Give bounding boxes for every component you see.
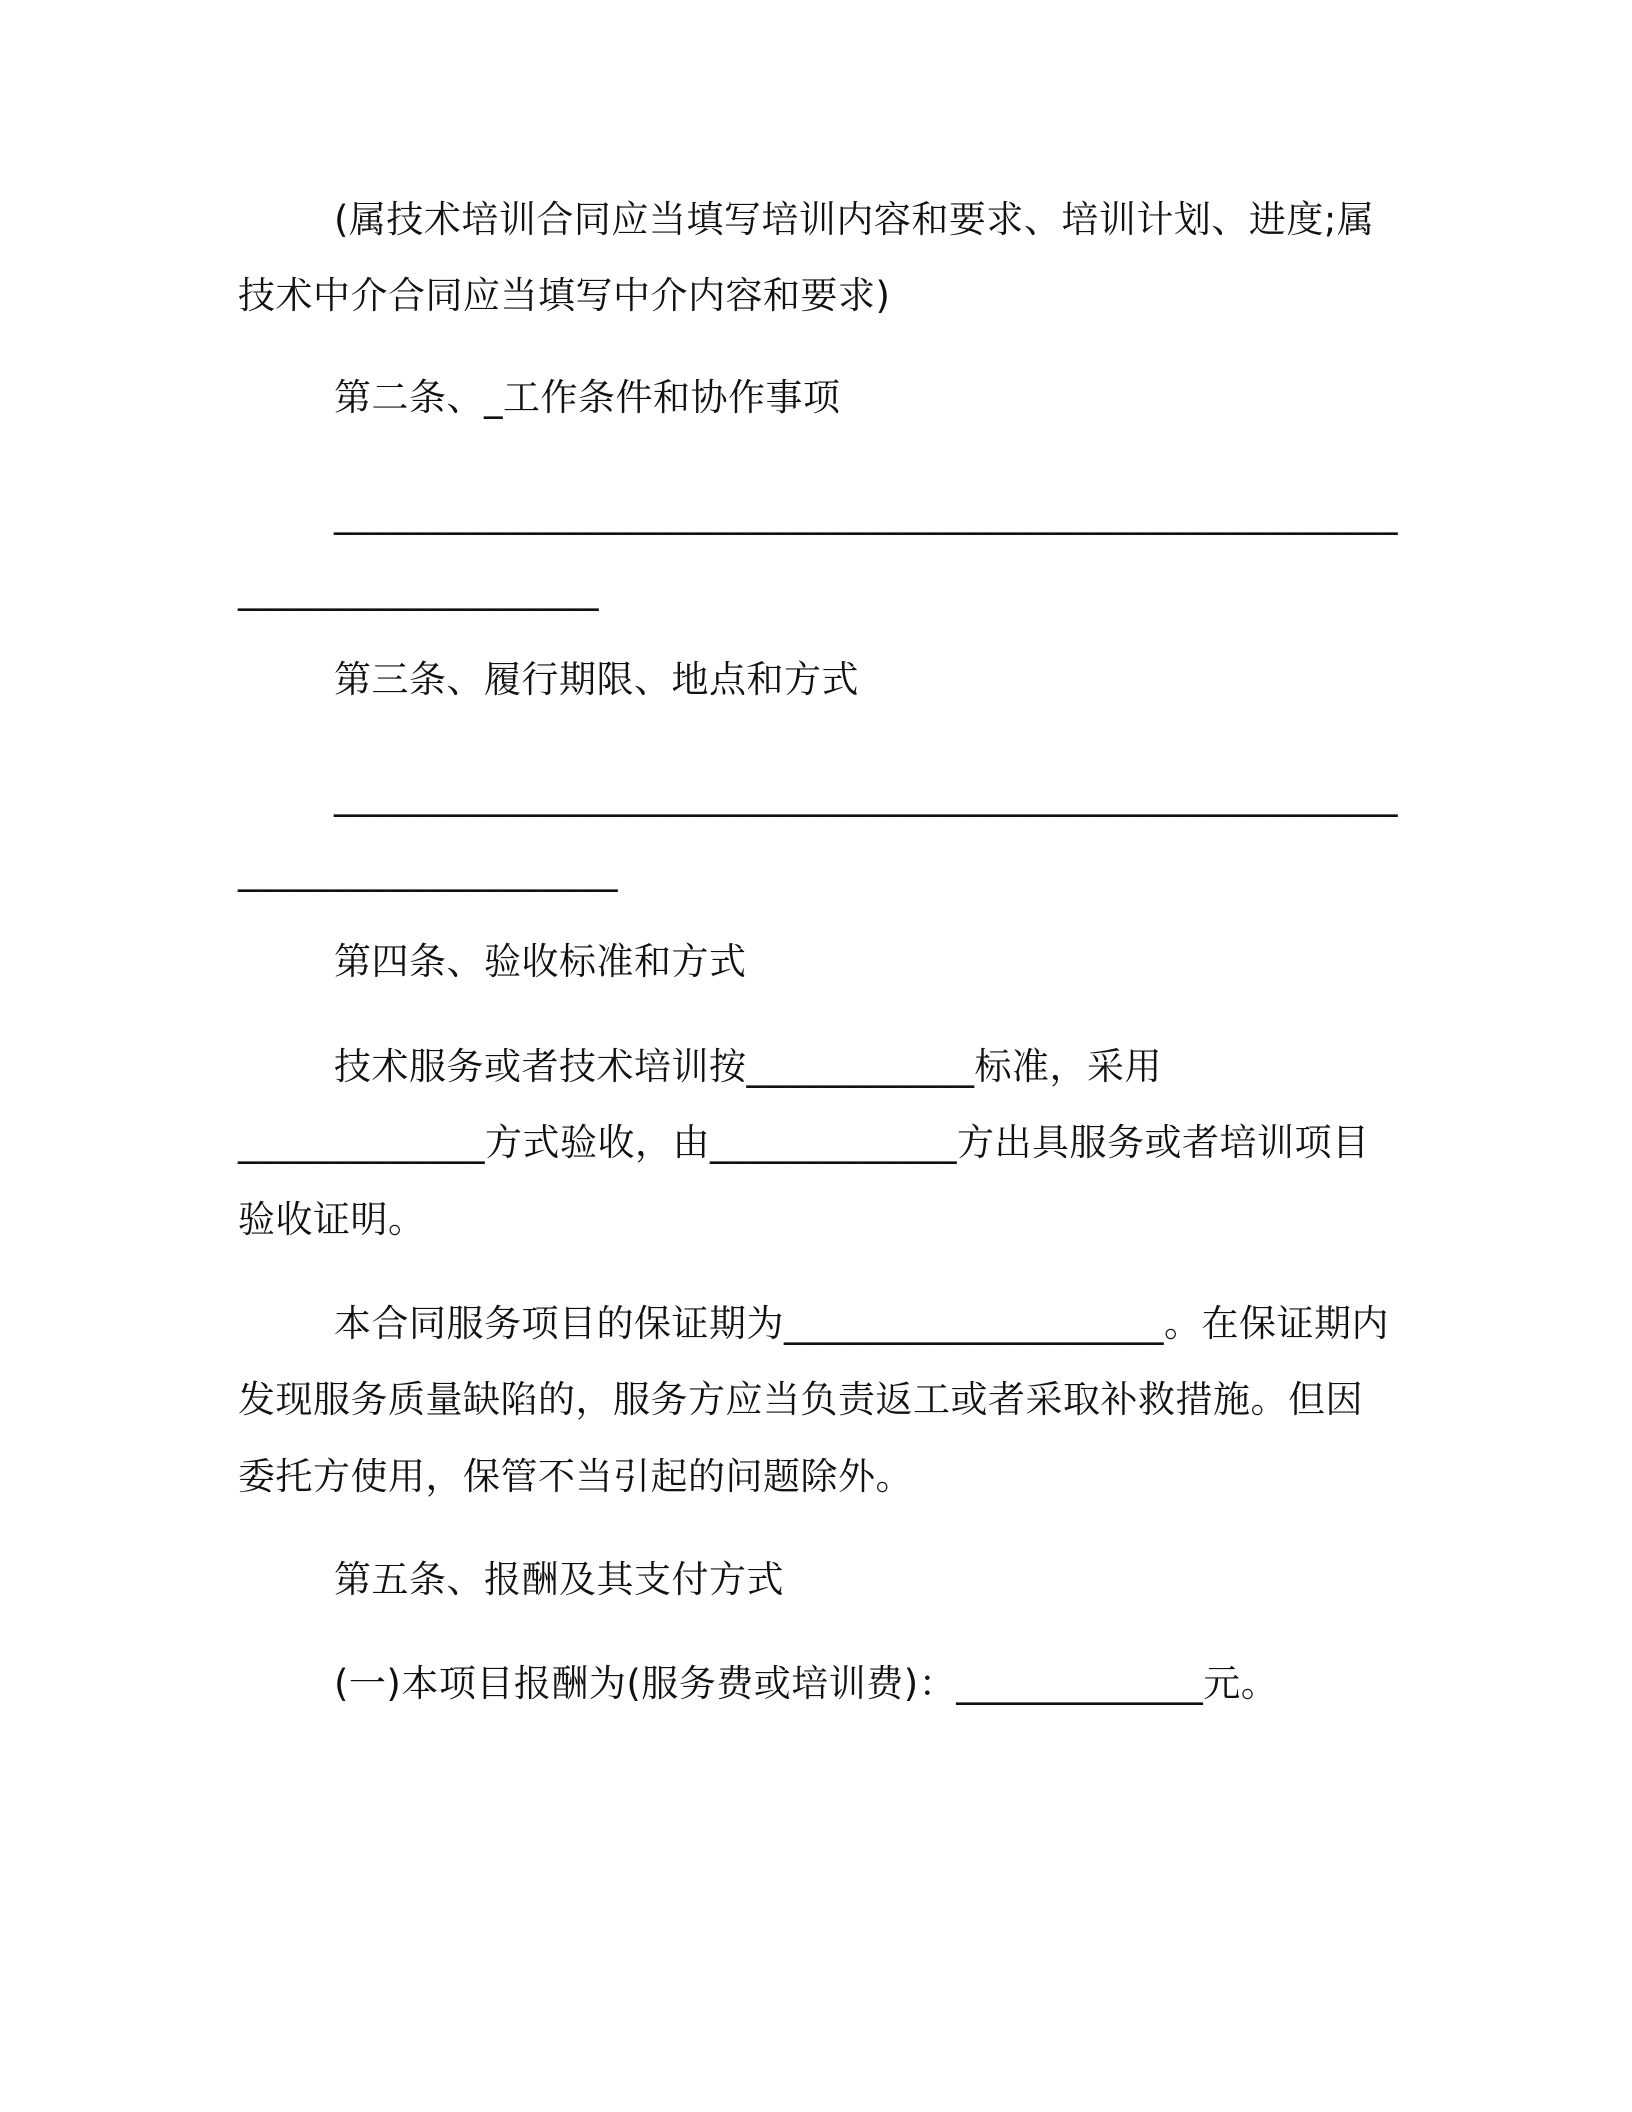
- paragraph-line: [0, 268, 1632, 324]
- section-title: 第三条、履行期限、地点和方式: [334, 658, 859, 701]
- section-title: 第二条、_工作条件和协作事项: [334, 376, 841, 419]
- text-line: 技术服务或者技术培训按____________标准，采用: [334, 1045, 1162, 1088]
- text-line: 委托方使用，保管不当引起的问题除外。: [238, 1455, 913, 1498]
- paragraph-line: [0, 1039, 1632, 1095]
- section-heading: [0, 652, 1632, 708]
- text-line: 技术中介合同应当填写中介内容和要求): [238, 274, 891, 317]
- section-heading: [0, 1552, 1632, 1608]
- paragraph-line: [0, 1115, 1632, 1171]
- text-line: 验收证明。: [238, 1198, 426, 1241]
- fill-in-blank: ____________________: [238, 849, 618, 892]
- paragraph-line: [0, 192, 1632, 248]
- text-line: 发现服务质量缺陷的，服务方应当负责返工或者采取补救措施。但因: [238, 1378, 1363, 1421]
- fill-in-blank: ________________________________________________________: [334, 492, 1398, 535]
- section-title: 第四条、验收标准和方式: [334, 940, 747, 983]
- blank-line: [0, 562, 1632, 618]
- blank-line: [0, 843, 1632, 899]
- paragraph-line: [0, 1296, 1632, 1352]
- fill-in-blank: ________________________________________________________: [334, 774, 1398, 817]
- paragraph-line: [0, 1656, 1632, 1712]
- paragraph-line: [0, 1449, 1632, 1505]
- section-heading: [0, 370, 1632, 426]
- text-line: 本合同服务项目的保证期为____________________。在保证期内: [334, 1302, 1389, 1345]
- blank-line: [0, 486, 1632, 542]
- text-line: (属技术培训合同应当填写培训内容和要求、培训计划、进度;属: [334, 198, 1375, 241]
- section-title: 第五条、报酬及其支付方式: [334, 1558, 784, 1601]
- paragraph-line: [0, 1192, 1632, 1248]
- section-heading: [0, 934, 1632, 990]
- text-line: _____________方式验收，由_____________方出具服务或者培训项目: [238, 1121, 1370, 1164]
- paragraph-line: [0, 1372, 1632, 1428]
- blank-line: [0, 768, 1632, 824]
- fill-in-blank: ___________________: [238, 568, 599, 611]
- text-line: (一)本项目报酬为(服务费或培训费)：_____________元。: [334, 1662, 1279, 1705]
